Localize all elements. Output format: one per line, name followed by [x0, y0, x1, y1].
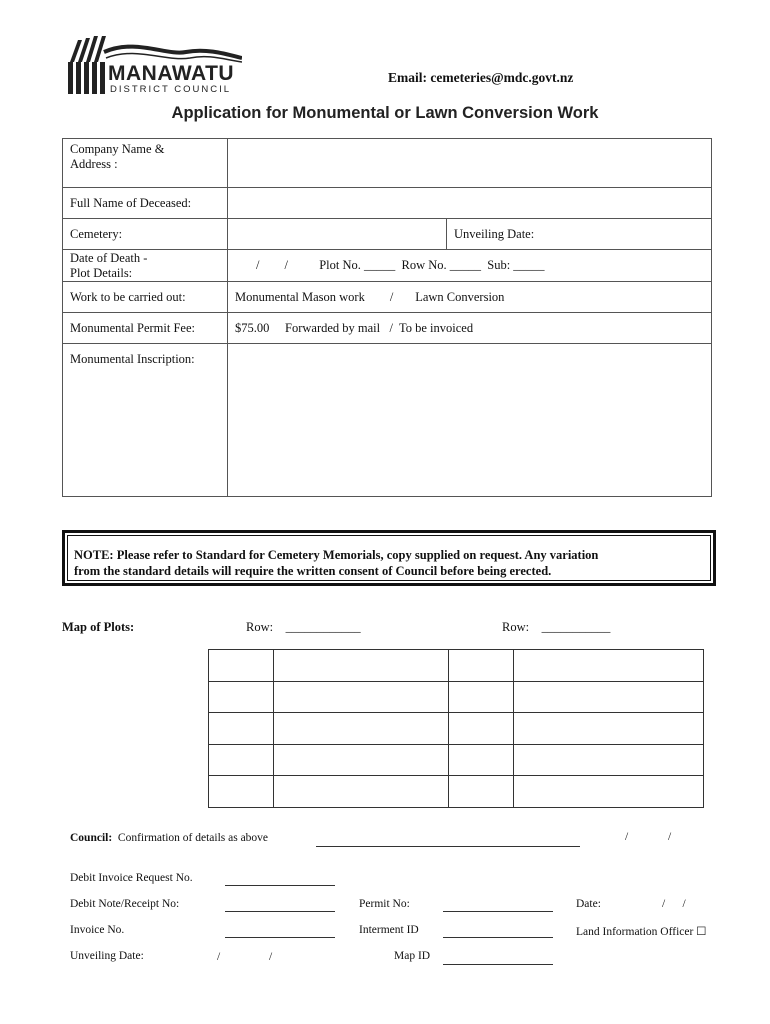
interment-field[interactable] — [443, 937, 553, 938]
unveiling-date-label: Unveiling Date: — [454, 226, 535, 241]
council-date-slash-2: / — [668, 831, 672, 843]
permit-field[interactable] — [443, 911, 553, 912]
plot-cell[interactable] — [274, 744, 449, 776]
logo-wordmark: MANAWATU — [108, 62, 235, 85]
debit-invoice-label: Debit Invoice Request No. — [70, 872, 193, 884]
date-label: Date: — [576, 898, 601, 910]
plot-cell[interactable] — [449, 713, 514, 745]
plot-cell[interactable] — [274, 776, 449, 808]
logo-subtitle: DISTRICT COUNCIL — [110, 84, 232, 95]
map-id-field[interactable] — [443, 964, 553, 965]
plot-cell[interactable] — [209, 713, 274, 745]
plot-cell[interactable] — [274, 650, 449, 682]
note-line-1: NOTE: Please refer to Standard for Cemetery Memorials, copy supplied on request. Any variation — [74, 548, 599, 562]
plot-cell[interactable] — [209, 650, 274, 682]
plot-cell[interactable] — [209, 744, 274, 776]
plot-cell[interactable] — [274, 681, 449, 713]
plot-cell[interactable] — [514, 681, 704, 713]
interment-label: Interment ID — [359, 924, 419, 936]
unveiling-date-field[interactable] — [447, 219, 712, 250]
plot-cell[interactable] — [514, 744, 704, 776]
plot-map-grid — [208, 649, 704, 808]
company-label: Company Name & Address : — [63, 139, 228, 188]
council-label: Council: — [70, 832, 113, 844]
death-plot-label: Date of Death - Plot Details: — [63, 250, 228, 282]
council-signature-line[interactable] — [316, 846, 580, 847]
plot-cell[interactable] — [514, 776, 704, 808]
page-title: Application for Monumental or Lawn Conversion Work — [171, 104, 599, 122]
plot-cell[interactable] — [209, 776, 274, 808]
cemetery-label: Cemetery: — [63, 219, 228, 250]
council-date-slash-1: / — [625, 831, 629, 843]
invoice-field[interactable] — [225, 937, 335, 938]
application-form — [62, 138, 712, 497]
cemetery-field[interactable] — [228, 219, 447, 250]
debit-invoice-field[interactable] — [225, 885, 335, 886]
inscription-label: Monumental Inscription: — [63, 344, 228, 497]
contact-email: Email: cemeteries@mdc.govt.nz — [388, 70, 574, 85]
council-confirmation — [70, 832, 268, 844]
plot-cell[interactable] — [449, 681, 514, 713]
fee-options[interactable]: $75.00 Forwarded by mail / To be invoiced — [228, 313, 712, 344]
deceased-field[interactable] — [228, 188, 712, 219]
death-plot-field[interactable]: / / Plot No. _____ Row No. _____ Sub: _____ — [228, 250, 712, 282]
company-field[interactable] — [228, 139, 712, 188]
date-slashes: / / — [662, 898, 686, 910]
lio-checkbox-label[interactable]: Land Information Officer ☐ — [576, 926, 707, 938]
debit-note-field[interactable] — [225, 911, 335, 912]
debit-note-label: Debit Note/Receipt No: — [70, 898, 180, 910]
plot-cell[interactable] — [449, 650, 514, 682]
council-text: Confirmation of details as above — [117, 832, 269, 844]
plot-cell[interactable] — [449, 776, 514, 808]
note-box — [62, 530, 716, 586]
fee-label: Monumental Permit Fee: — [63, 313, 228, 344]
unveiling-slash-1: / — [217, 951, 221, 963]
inscription-field[interactable] — [228, 344, 712, 497]
map-id-label: Map ID — [394, 950, 431, 962]
plot-cell[interactable] — [209, 681, 274, 713]
plot-cell[interactable] — [514, 650, 704, 682]
invoice-label: Invoice No. — [70, 924, 125, 936]
plot-cell[interactable] — [514, 713, 704, 745]
work-options[interactable]: Monumental Mason work / Lawn Conversion — [228, 282, 712, 313]
unveiling-label: Unveiling Date: — [70, 950, 144, 962]
map-row-right[interactable]: Row: ___________ — [502, 620, 611, 634]
unveiling-slash-2: / — [269, 951, 273, 963]
map-row-left[interactable]: Row: ____________ — [246, 620, 361, 634]
plot-cell[interactable] — [449, 744, 514, 776]
deceased-label: Full Name of Deceased: — [63, 188, 228, 219]
note-line-2: from the standard details will require the written consent of Council before being erected. — [74, 564, 552, 578]
plot-cell[interactable] — [274, 713, 449, 745]
work-label: Work to be carried out: — [63, 282, 228, 313]
permit-label: Permit No: — [359, 898, 410, 910]
map-of-plots-label: Map of Plots: — [62, 620, 135, 634]
